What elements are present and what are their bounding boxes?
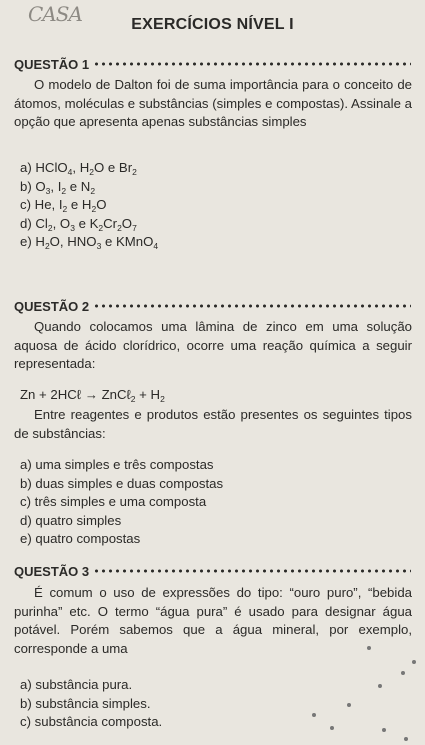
q1-option-d[interactable]: d) $Cl_2$, $O_3$ e $K_2Cr_2O_7$ — [20, 215, 137, 233]
q1-option-e[interactable]: e) $H_2O$, $HNO_3$ e KMnO$_4$ — [20, 234, 159, 251]
question-2-text — [14, 318, 412, 374]
question-1-options — [20, 159, 158, 252]
question-3-statement: É comum o uso de expressões do tipo: “ouro puro”, “bebida purinha” etc. O termo “água pura” é usado para designar água potável. Porém sabemos que a água mineral, por exemplo, corresponde a uma — [14, 585, 412, 656]
decorative-dot — [312, 713, 316, 717]
dotted-divider — [93, 304, 411, 308]
q2-option-b[interactable]: b) duas simples e duas compostas — [20, 475, 224, 491]
decorative-dot — [401, 671, 405, 675]
q2-option-a[interactable]: a) uma simples e três compostas — [20, 457, 214, 472]
q2-option-d[interactable]: d) quatro simples — [20, 512, 122, 528]
question-3-options — [20, 676, 162, 732]
dotted-divider — [93, 62, 411, 66]
question-2-followup — [14, 406, 412, 443]
handwritten-note: CASA — [28, 2, 82, 26]
q2-option-e[interactable]: e) quatro compostas — [20, 531, 141, 546]
question-3-text — [14, 584, 412, 658]
q3-option-b[interactable]: b) substância simples. — [20, 695, 151, 711]
q3-option-c[interactable]: c) substância composta. — [20, 714, 163, 729]
q1-option-b[interactable]: b) $O_3$, $I_2$ e $N_2$ — [20, 178, 96, 196]
reaction-equation: Zn + 2HCℓ → ZnCℓ$_2$ + $H_2$ — [20, 387, 165, 404]
decorative-dot — [382, 728, 386, 732]
q1-option-c[interactable]: c) He, $I_2$ e $H_2O$ — [20, 197, 107, 214]
question-2-followup-text: Entre reagentes e produtos estão presentes os seguintes tipos de substâncias: — [14, 407, 412, 441]
decorative-dot — [412, 660, 416, 664]
question-1-statement: O modelo de Dalton foi de suma importância para o conceito de átomos, moléculas e substâncias (simples e compostas). Assinale a opção que apresenta apenas substâncias simples — [14, 77, 412, 129]
decorative-dot — [378, 684, 382, 688]
q1-option-a[interactable]: a) HClO$_4$, $H_2O$ e $Br_2$ — [20, 160, 137, 177]
question-2-options — [20, 456, 223, 549]
question-3-header — [14, 563, 411, 579]
question-2-statement: Quando colocamos uma lâmina de zinco em uma solução aquosa de ácido clorídrico, ocorre uma reação química a seguir representada: — [14, 319, 412, 371]
page-title: EXERCÍCIOS NÍVEL I — [131, 16, 294, 33]
q3-option-a[interactable]: a) substância pura. — [20, 677, 133, 692]
question-1-label: QUESTÃO 1 — [14, 56, 90, 72]
question-1-text — [14, 76, 412, 132]
decorative-dot — [404, 737, 408, 741]
decorative-dot — [367, 646, 371, 650]
decorative-dot — [347, 703, 351, 707]
dotted-divider — [93, 569, 411, 573]
decorative-dot — [330, 726, 334, 730]
question-3-label: QUESTÃO 3 — [14, 563, 90, 579]
question-2-label: QUESTÃO 2 — [14, 298, 90, 314]
q2-option-c[interactable]: c) três simples e uma composta — [20, 494, 207, 509]
question-2-header — [14, 298, 411, 314]
question-1-header — [14, 56, 411, 72]
